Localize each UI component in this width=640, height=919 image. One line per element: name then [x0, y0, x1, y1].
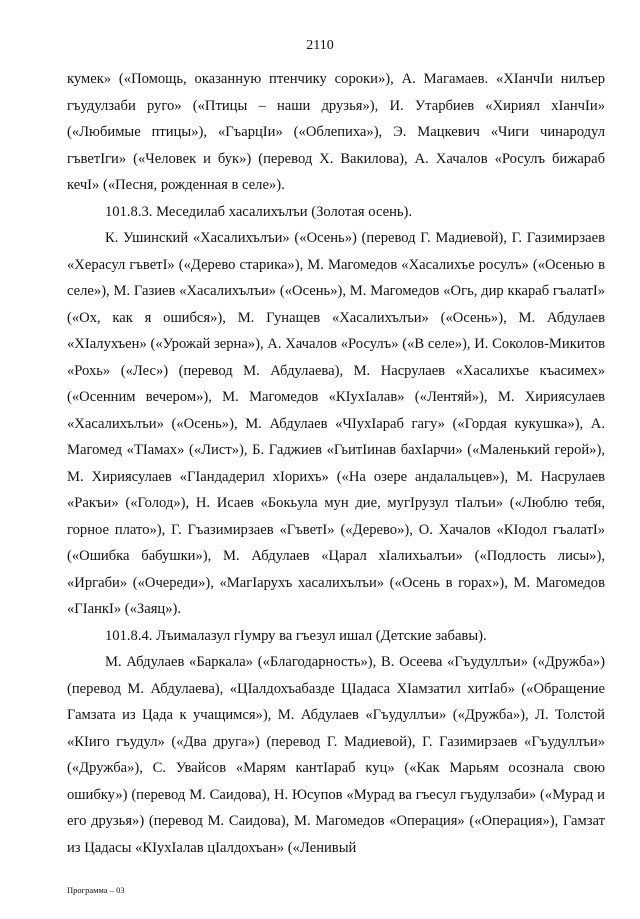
page-number: 2110	[306, 38, 334, 53]
paragraph-continuation: кумек» («Помощь, оказанную птенчику сороки»), А. Магамаев. «ХIанчIи нилъер гъудулзаби руго» («Птицы – наши друзья»), И. Утарбиев «Хириял хIанчIи» («Любимые птицы»), «ГъарцIи» («Облепиха»), Э. Мацкевич «Чиги чинародул гъветIги» («Человек и бук») (перевод Х. Вакилова), А. Хачалов «Росулъ бижараб кечI» («Песня, рожденная в селе»).	[67, 71, 605, 193]
section-heading-101-8-4: 101.8.4. Лъималазул гIумру ва гъезул ишал (Детские забавы).	[105, 627, 487, 644]
paragraph-golden-autumn-list: К. Ушинский «Хасалихълъи» («Осень») (перевод Г. Мадиевой), Г. Газимирзаев «Херасул гъветI» («Дерево старика»), М. Магомедов «Хасалихъе росулъ» («Осенью в селе»), М. Газиев «Хасалихълъи» («Осень»), М. Магомедов «Огь, дир ккараб гъалатI» («Ох, как я ошибся»), М. Гунащев «Хасалихълъи» («Осень»), М. Абдулаев «ХIалухъен» («Урожай зерна»), А. Хачалов «Росулъ» («В селе»), И. Соколов-Микитов «Рохь» («Лес») (перевод М. Абдулаева), М. Насрулаев «Хасалихъе къасимех» («Осенним вечером»), М. Магомедов «КIухIалав» («Лентяй»), М. Хириясулаев «Хасалихълъи» («Осень»), М. Абдулаев «ЧIухIараб гагу» («Гордая кукушка»), А. Магомед «ТIамах» («Лист»), Б. Гаджиев «ГьитIинав бахIарчи» («Маленький герой»), М. Хириясулаев «ГIандадерил хIорихъ» («На озере андалальцев»), М. Насрулаев «Ракъи» («Голод»), Н. Исаев «Бокьула мун дие, мугIрузул тIалъи» («Люблю тебя, горное плато»), Г. Гъазимирзаев «ГъветI» («Дерево»), О. Хачалов «КIодол гъалатI» («Ошибка бабушки»), М. Абдулаев «Царал хIалихьалъи» («Подлость лисы»), «Иргаби» («Очереди»), «МагIарухъ хасалихълъи» («Осень в горах»), М. Магомедов «ГIанкI» («Заяц»).	[67, 230, 605, 617]
page-footer: Программа – 03	[67, 885, 125, 895]
section-heading-101-8-3: 101.8.3. Меседилаб хасалихълъи (Золотая осень).	[105, 203, 413, 220]
paragraph-children-games-list: М. Абдулаев «Баркала» («Благодарность»), В. Осеева «Гъудуллъи» («Дружба») (перевод М. Абдулаева), «ЦIалдохъабазде ЦIадаса ХIамзатил хитIаб» («Обращение Гамзата из Цада к учащимся»), М. Абдулаев «Гъудуллъи» («Дружба»), Л. Толстой «КIиго гъудул» («Два друга») (перевод Г. Мадиевой), Г. Газимирзаев «Гъудуллъи» («Дружба»), С. Увайсов «Марям кантIараб куц» («Как Марьям осознала свою ошибку») (перевод М. Саидова), Н. Юсупов «Мурад ва гъесул гъудулзаби» («Мурад и его друзья») (перевод М. Саидова), М. Магомедов «Операция» («Операция»), Гамзат из Цадасы «КIухIалав цIалдохъан» («Ленивый	[67, 654, 605, 856]
document-body	[67, 66, 605, 861]
